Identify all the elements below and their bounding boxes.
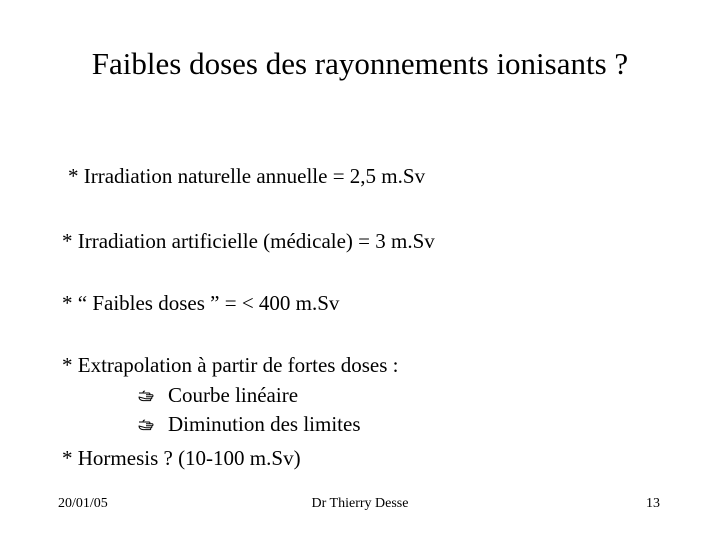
sub-item-text-limit-reduction: Diminution des limites bbox=[168, 412, 361, 436]
bullet-natural-irradiation: * Irradiation naturelle annuelle = 2,5 m.Sv bbox=[68, 164, 426, 188]
pointing-hand-icon bbox=[138, 389, 156, 403]
sub-item-linear-curve bbox=[138, 382, 298, 408]
footer-date: 20/01/05 bbox=[58, 496, 108, 511]
pointing-hand-icon bbox=[138, 418, 156, 432]
footer-author: Dr Thierry Desse bbox=[311, 496, 409, 511]
slide-title: Faibles doses des rayonnements ionisants ? bbox=[91, 46, 629, 81]
sub-item-text-linear-curve: Courbe linéaire bbox=[168, 383, 299, 407]
bullet-artificial-irradiation: * Irradiation artificielle (médicale) = 3 m.Sv bbox=[62, 229, 435, 253]
bullet-hormesis: * Hormesis ? (10-100 m.Sv) bbox=[62, 446, 301, 470]
footer-page-number: 13 bbox=[646, 496, 660, 511]
sub-item-limit-reduction bbox=[138, 411, 361, 437]
bullet-extrapolation: * Extrapolation à partir de fortes doses : bbox=[62, 353, 399, 377]
bullet-low-doses: * “ Faibles doses ” = < 400 m.Sv bbox=[62, 291, 340, 315]
